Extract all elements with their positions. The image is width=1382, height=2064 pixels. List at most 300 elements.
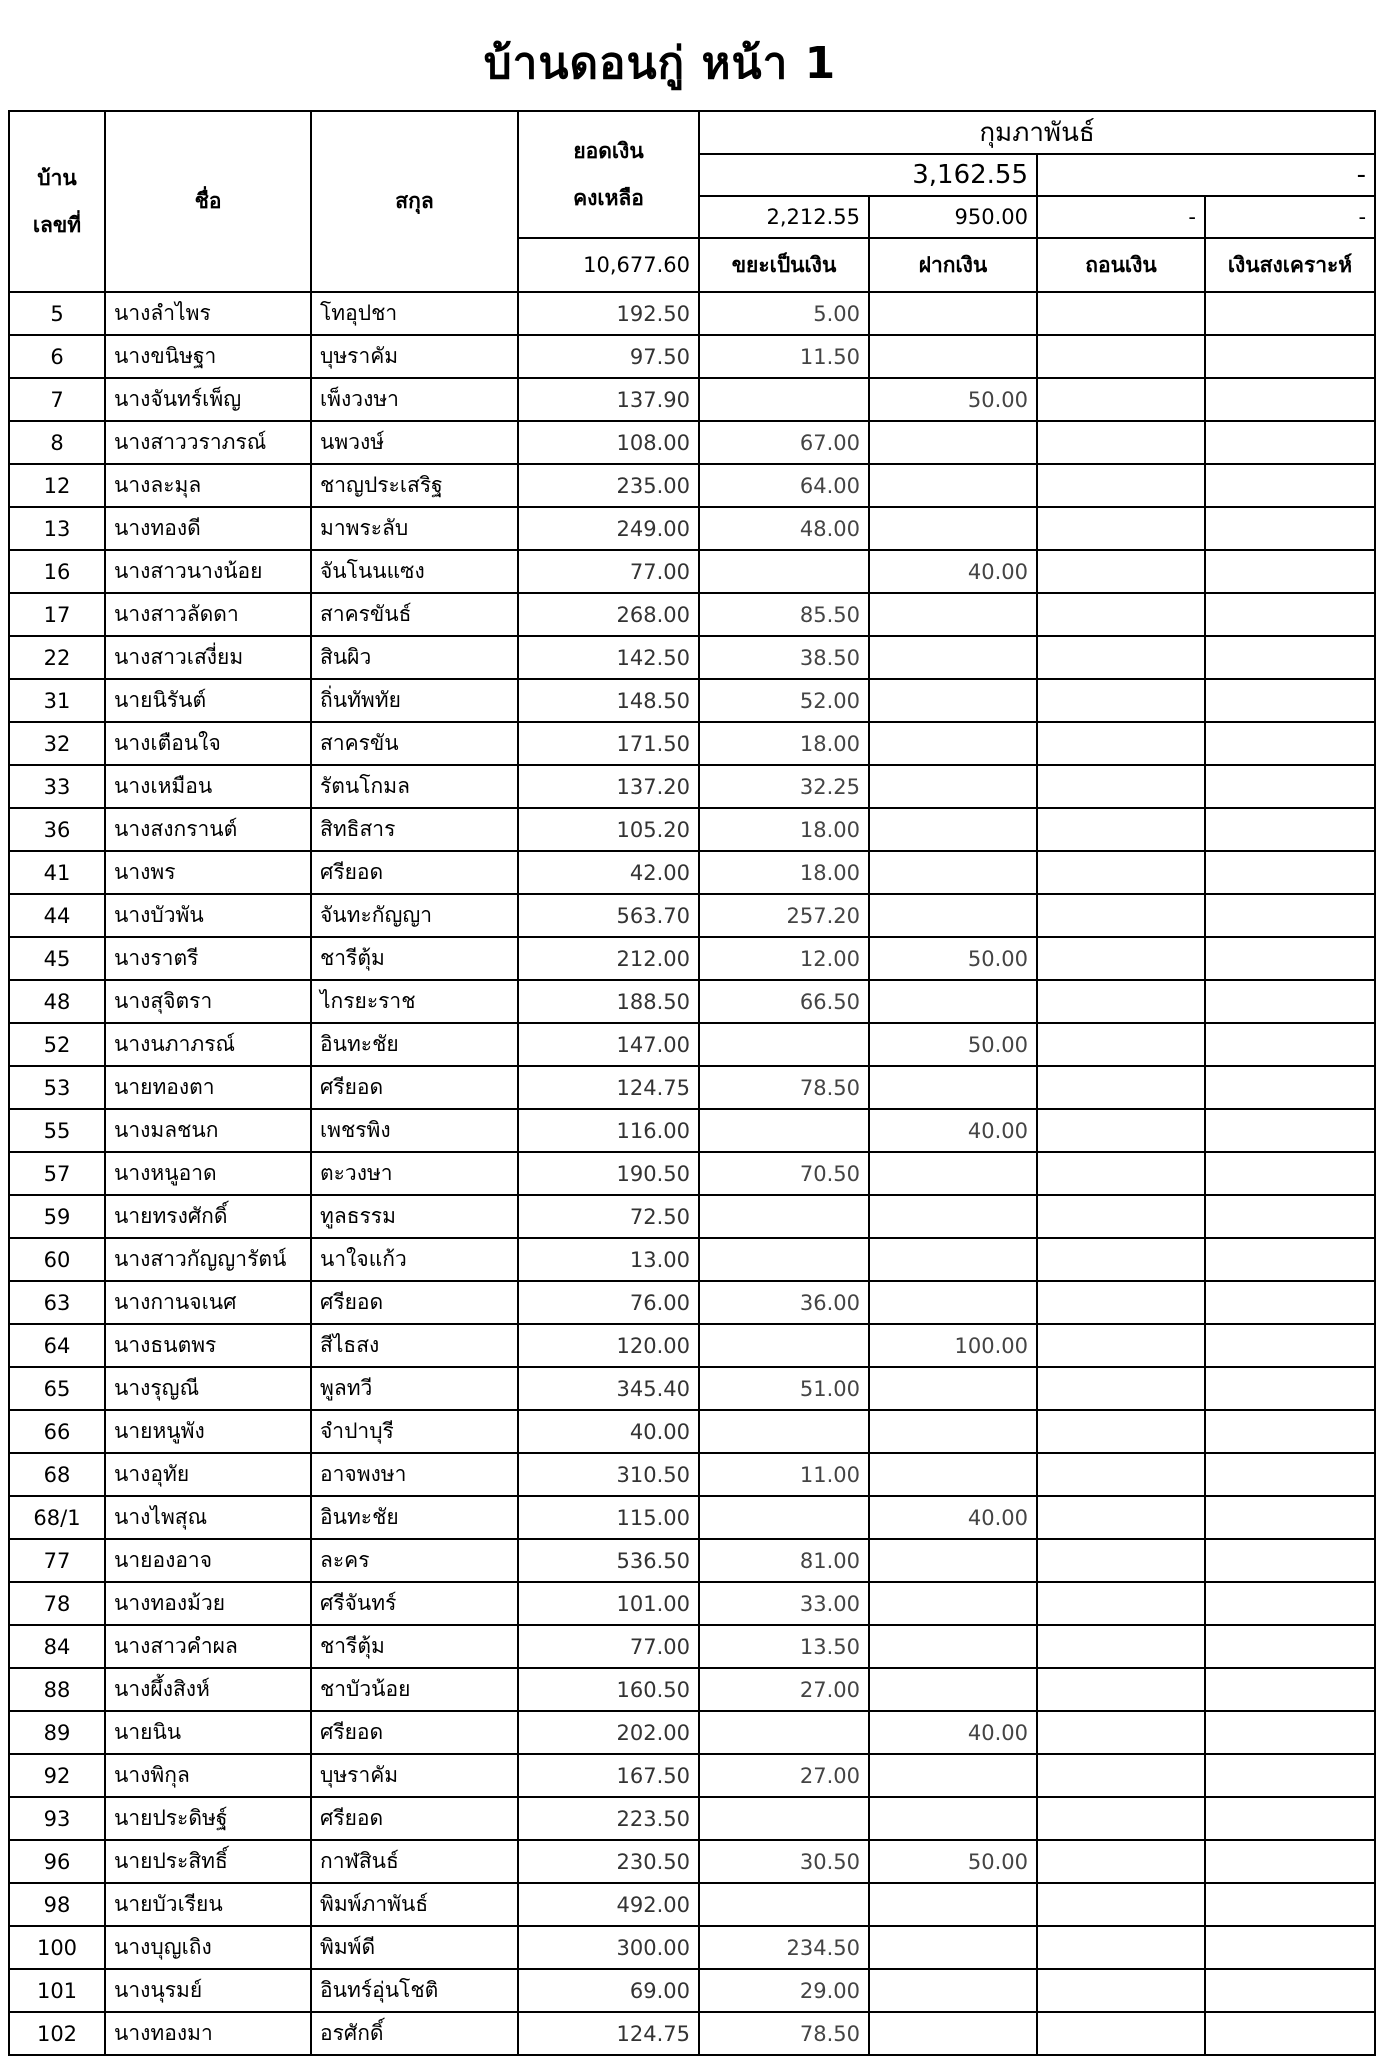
last-name-cell: เพชรพิง <box>311 1109 518 1152</box>
last-name-cell: มาพระลับ <box>311 507 518 550</box>
waste-amount-cell: 18.00 <box>699 808 869 851</box>
welfare-cell <box>1205 1238 1375 1281</box>
waste-amount-cell: 32.25 <box>699 765 869 808</box>
first-name-cell: นางพิกุล <box>105 1754 311 1797</box>
first-name-cell: นางสาวกัญญารัตน์ <box>105 1238 311 1281</box>
waste-amount-cell: 38.50 <box>699 636 869 679</box>
balance-cell: 120.00 <box>518 1324 699 1367</box>
withdraw-cell <box>1037 722 1205 765</box>
house-number-cell: 13 <box>9 507 105 550</box>
table-row <box>9 421 1375 464</box>
withdraw-cell <box>1037 1969 1205 2012</box>
welfare-cell <box>1205 808 1375 851</box>
first-name-cell: นางกานจเนศ <box>105 1281 311 1324</box>
welfare-cell <box>1205 1453 1375 1496</box>
first-name-cell: นางสุจิตรา <box>105 980 311 1023</box>
first-name-cell: นายหนูพัง <box>105 1410 311 1453</box>
table-row <box>9 1195 1375 1238</box>
withdraw-cell <box>1037 1453 1205 1496</box>
house-number-cell: 8 <box>9 421 105 464</box>
deposit-cell <box>869 2012 1037 2055</box>
last-name-cell: อินทะชัย <box>311 1023 518 1066</box>
deposit-cell <box>869 765 1037 808</box>
deposit-cell <box>869 1926 1037 1969</box>
deposit-cell <box>869 1195 1037 1238</box>
waste-amount-cell: 11.00 <box>699 1453 869 1496</box>
welfare-cell <box>1205 421 1375 464</box>
deposit-cell <box>869 1367 1037 1410</box>
balance-cell: 142.50 <box>518 636 699 679</box>
welfare-cell <box>1205 765 1375 808</box>
balance-cell: 160.50 <box>518 1668 699 1711</box>
balance-cell: 212.00 <box>518 937 699 980</box>
last-name-cell: รัตนโกมล <box>311 765 518 808</box>
table-row <box>9 1797 1375 1840</box>
table-row <box>9 894 1375 937</box>
withdraw-cell <box>1037 464 1205 507</box>
welfare-cell <box>1205 1625 1375 1668</box>
deposit-cell <box>869 894 1037 937</box>
last-name-cell: ไกรยะราช <box>311 980 518 1023</box>
welfare-cell <box>1205 1281 1375 1324</box>
withdraw-cell <box>1037 1281 1205 1324</box>
table-row <box>9 1582 1375 1625</box>
balance-cell: 105.20 <box>518 808 699 851</box>
withdraw-cell <box>1037 1625 1205 1668</box>
table-row <box>9 1324 1375 1367</box>
balance-cell: 249.00 <box>518 507 699 550</box>
header-balance-line2: คงเหลือ <box>573 185 644 210</box>
last-name-cell: โทอุปชา <box>311 292 518 335</box>
last-name-cell: ศรียอด <box>311 1797 518 1840</box>
withdraw-cell <box>1037 1668 1205 1711</box>
withdraw-cell <box>1037 679 1205 722</box>
deposit-cell <box>869 1797 1037 1840</box>
first-name-cell: นางสงกรานต์ <box>105 808 311 851</box>
table-row <box>9 1238 1375 1281</box>
waste-amount-cell <box>699 1410 869 1453</box>
last-name-cell: พิมพ์ดี <box>311 1926 518 1969</box>
balance-cell: 97.50 <box>518 335 699 378</box>
house-number-cell: 33 <box>9 765 105 808</box>
table-row <box>9 1668 1375 1711</box>
welfare-cell <box>1205 1797 1375 1840</box>
deposit-cell <box>869 679 1037 722</box>
first-name-cell: นางผึ้งสิงห์ <box>105 1668 311 1711</box>
house-number-cell: 101 <box>9 1969 105 2012</box>
welfare-cell <box>1205 1367 1375 1410</box>
house-number-cell: 59 <box>9 1195 105 1238</box>
last-name-cell: จันทะกัญญา <box>311 894 518 937</box>
header-house-number <box>9 111 105 292</box>
balance-cell: 235.00 <box>518 464 699 507</box>
waste-amount-cell: 52.00 <box>699 679 869 722</box>
balance-total: 10,677.60 <box>518 238 699 292</box>
first-name-cell: นายทองตา <box>105 1066 311 1109</box>
header-house-line2: เลขที่ <box>32 212 82 237</box>
deposit-cell <box>869 1883 1037 1926</box>
withdraw-cell <box>1037 1324 1205 1367</box>
table-row <box>9 1066 1375 1109</box>
waste-amount-cell: 30.50 <box>699 1840 869 1883</box>
first-name-cell: นางไพสุณ <box>105 1496 311 1539</box>
house-number-cell: 68/1 <box>9 1496 105 1539</box>
first-name-cell: นายบัวเรียน <box>105 1883 311 1926</box>
table-row <box>9 507 1375 550</box>
house-number-cell: 102 <box>9 2012 105 2055</box>
welfare-cell <box>1205 378 1375 421</box>
table-row <box>9 464 1375 507</box>
balance-cell: 137.90 <box>518 378 699 421</box>
withdraw-cell <box>1037 1797 1205 1840</box>
withdraw-cell <box>1037 1711 1205 1754</box>
withdraw-cell <box>1037 851 1205 894</box>
welfare-cell <box>1205 1539 1375 1582</box>
house-number-cell: 88 <box>9 1668 105 1711</box>
table-row <box>9 1883 1375 1926</box>
welfare-cell <box>1205 1195 1375 1238</box>
welfare-cell <box>1205 550 1375 593</box>
header-balance-line1: ยอดเงิน <box>573 138 644 163</box>
house-number-cell: 55 <box>9 1109 105 1152</box>
first-name-cell: นางลำไพร <box>105 292 311 335</box>
first-name-cell: นางขนิษฐา <box>105 335 311 378</box>
last-name-cell: สิทธิสาร <box>311 808 518 851</box>
last-name-cell: บุษราคัม <box>311 1754 518 1797</box>
house-number-cell: 93 <box>9 1797 105 1840</box>
last-name-cell: กาฬสินธ์ <box>311 1840 518 1883</box>
last-name-cell: จันโนนแซง <box>311 550 518 593</box>
waste-amount-cell <box>699 1496 869 1539</box>
last-name-cell: ถิ่นทัพทัย <box>311 679 518 722</box>
deposit-cell <box>869 1668 1037 1711</box>
waste-amount-cell: 18.00 <box>699 722 869 765</box>
first-name-cell: นางบุญเถิง <box>105 1926 311 1969</box>
house-number-cell: 44 <box>9 894 105 937</box>
withdraw-cell <box>1037 937 1205 980</box>
withdraw-cell <box>1037 593 1205 636</box>
welfare-cell <box>1205 1410 1375 1453</box>
balance-cell: 76.00 <box>518 1281 699 1324</box>
deposit-cell <box>869 507 1037 550</box>
welfare-cell <box>1205 1324 1375 1367</box>
header-welfare: เงินสงเคราะห์ <box>1205 238 1375 292</box>
balance-cell: 115.00 <box>518 1496 699 1539</box>
last-name-cell: บุษราคัม <box>311 335 518 378</box>
first-name-cell: นางสาวคำผล <box>105 1625 311 1668</box>
withdraw-cell <box>1037 1410 1205 1453</box>
subtotal-welfare: - <box>1205 196 1375 238</box>
balance-cell: 310.50 <box>518 1453 699 1496</box>
first-name-cell: นางทองมา <box>105 2012 311 2055</box>
welfare-cell <box>1205 1496 1375 1539</box>
house-number-cell: 17 <box>9 593 105 636</box>
waste-amount-cell: 81.00 <box>699 1539 869 1582</box>
first-name-cell: นางอุทัย <box>105 1453 311 1496</box>
withdraw-cell <box>1037 1367 1205 1410</box>
waste-amount-cell: 13.50 <box>699 1625 869 1668</box>
deposit-cell <box>869 593 1037 636</box>
last-name-cell: ละคร <box>311 1539 518 1582</box>
last-name-cell: สีไธสง <box>311 1324 518 1367</box>
welfare-cell <box>1205 937 1375 980</box>
welfare-cell <box>1205 1926 1375 1969</box>
deposit-cell: 50.00 <box>869 1840 1037 1883</box>
month-total-right: - <box>1037 154 1375 196</box>
house-number-cell: 98 <box>9 1883 105 1926</box>
balance-cell: 101.00 <box>518 1582 699 1625</box>
first-name-cell: นางสาววราภรณ์ <box>105 421 311 464</box>
waste-amount-cell: 18.00 <box>699 851 869 894</box>
table-row <box>9 1625 1375 1668</box>
welfare-cell <box>1205 1840 1375 1883</box>
balance-cell: 42.00 <box>518 851 699 894</box>
first-name-cell: นางธนตพร <box>105 1324 311 1367</box>
deposit-cell <box>869 980 1037 1023</box>
last-name-cell: ตะวงษา <box>311 1152 518 1195</box>
first-name-cell: นายประสิทธิ์ <box>105 1840 311 1883</box>
waste-amount-cell: 51.00 <box>699 1367 869 1410</box>
first-name-cell: นางบัวพัน <box>105 894 311 937</box>
withdraw-cell <box>1037 1539 1205 1582</box>
table-row <box>9 851 1375 894</box>
table-row <box>9 1754 1375 1797</box>
house-number-cell: 77 <box>9 1539 105 1582</box>
balance-cell: 147.00 <box>518 1023 699 1066</box>
table-body <box>9 292 1375 2055</box>
withdraw-cell <box>1037 378 1205 421</box>
header-month: กุมภาพันธ์ <box>699 111 1375 154</box>
welfare-cell <box>1205 894 1375 937</box>
last-name-cell: อาจพงษา <box>311 1453 518 1496</box>
last-name-cell: ชารีตุ้ม <box>311 1625 518 1668</box>
table-row <box>9 1023 1375 1066</box>
waste-amount-cell: 85.50 <box>699 593 869 636</box>
header-balance <box>518 111 699 238</box>
first-name-cell: นางทองม้วย <box>105 1582 311 1625</box>
waste-amount-cell: 27.00 <box>699 1668 869 1711</box>
table-row <box>9 636 1375 679</box>
last-name-cell: ทูลธรรม <box>311 1195 518 1238</box>
waste-amount-cell <box>699 1238 869 1281</box>
withdraw-cell <box>1037 1496 1205 1539</box>
last-name-cell: ชารีตุ้ม <box>311 937 518 980</box>
welfare-cell <box>1205 1883 1375 1926</box>
waste-amount-cell: 64.00 <box>699 464 869 507</box>
deposit-cell <box>869 851 1037 894</box>
first-name-cell: นางสาวนางน้อย <box>105 550 311 593</box>
withdraw-cell <box>1037 1883 1205 1926</box>
balance-cell: 188.50 <box>518 980 699 1023</box>
balance-cell: 563.70 <box>518 894 699 937</box>
table-row <box>9 1109 1375 1152</box>
withdraw-cell <box>1037 335 1205 378</box>
welfare-cell <box>1205 593 1375 636</box>
waste-amount-cell <box>699 1195 869 1238</box>
welfare-cell <box>1205 1754 1375 1797</box>
withdraw-cell <box>1037 1754 1205 1797</box>
table-row <box>9 593 1375 636</box>
house-number-cell: 52 <box>9 1023 105 1066</box>
deposit-cell: 50.00 <box>869 937 1037 980</box>
page-title: บ้านดอนกู่ หน้า 1 <box>483 38 837 89</box>
house-number-cell: 12 <box>9 464 105 507</box>
welfare-cell <box>1205 980 1375 1023</box>
waste-amount-cell <box>699 550 869 593</box>
deposit-cell: 40.00 <box>869 1711 1037 1754</box>
table-row <box>9 679 1375 722</box>
table-row <box>9 1926 1375 1969</box>
waste-amount-cell <box>699 378 869 421</box>
house-number-cell: 65 <box>9 1367 105 1410</box>
savings-ledger-table <box>8 110 1376 2056</box>
welfare-cell <box>1205 679 1375 722</box>
welfare-cell <box>1205 636 1375 679</box>
deposit-cell <box>869 722 1037 765</box>
last-name-cell: พิมพ์ภาพันธ์ <box>311 1883 518 1926</box>
welfare-cell <box>1205 1066 1375 1109</box>
last-name-cell: สาครขันธ์ <box>311 593 518 636</box>
waste-amount-cell <box>699 1324 869 1367</box>
house-number-cell: 92 <box>9 1754 105 1797</box>
table-header <box>9 111 1375 292</box>
balance-cell: 300.00 <box>518 1926 699 1969</box>
first-name-cell: นางพร <box>105 851 311 894</box>
first-name-cell: นางหนูอาด <box>105 1152 311 1195</box>
table-row <box>9 1281 1375 1324</box>
house-number-cell: 100 <box>9 1926 105 1969</box>
welfare-cell <box>1205 2012 1375 2055</box>
table-row <box>9 1496 1375 1539</box>
last-name-cell: นาใจแก้ว <box>311 1238 518 1281</box>
first-name-cell: นางทองดี <box>105 507 311 550</box>
deposit-cell: 50.00 <box>869 378 1037 421</box>
deposit-cell <box>869 1152 1037 1195</box>
last-name-cell: ชาญประเสริฐ <box>311 464 518 507</box>
deposit-cell: 50.00 <box>869 1023 1037 1066</box>
welfare-cell <box>1205 851 1375 894</box>
deposit-cell: 40.00 <box>869 1496 1037 1539</box>
table-row <box>9 722 1375 765</box>
withdraw-cell <box>1037 292 1205 335</box>
balance-cell: 72.50 <box>518 1195 699 1238</box>
last-name-cell: ศรียอด <box>311 1711 518 1754</box>
waste-amount-cell: 78.50 <box>699 2012 869 2055</box>
waste-amount-cell: 33.00 <box>699 1582 869 1625</box>
balance-cell: 202.00 <box>518 1711 699 1754</box>
withdraw-cell <box>1037 1109 1205 1152</box>
house-number-cell: 66 <box>9 1410 105 1453</box>
table-row <box>9 2012 1375 2055</box>
first-name-cell: นางราตรี <box>105 937 311 980</box>
first-name-cell: นายนิน <box>105 1711 311 1754</box>
first-name-cell: นางเตือนใจ <box>105 722 311 765</box>
month-total-left: 3,162.55 <box>699 154 1037 196</box>
waste-amount-cell: 12.00 <box>699 937 869 980</box>
waste-amount-cell: 66.50 <box>699 980 869 1023</box>
house-number-cell: 84 <box>9 1625 105 1668</box>
balance-cell: 116.00 <box>518 1109 699 1152</box>
welfare-cell <box>1205 507 1375 550</box>
withdraw-cell <box>1037 1840 1205 1883</box>
balance-cell: 108.00 <box>518 421 699 464</box>
table-row <box>9 1367 1375 1410</box>
last-name-cell: จำปาบุรี <box>311 1410 518 1453</box>
house-number-cell: 48 <box>9 980 105 1023</box>
deposit-cell <box>869 1453 1037 1496</box>
house-number-cell: 32 <box>9 722 105 765</box>
header-waste: ขยะเป็นเงิน <box>699 238 869 292</box>
deposit-cell <box>869 1754 1037 1797</box>
deposit-cell <box>869 1281 1037 1324</box>
table-row <box>9 808 1375 851</box>
deposit-cell <box>869 464 1037 507</box>
house-number-cell: 57 <box>9 1152 105 1195</box>
first-name-cell: นางจันทร์เพ็ญ <box>105 378 311 421</box>
deposit-cell: 100.00 <box>869 1324 1037 1367</box>
last-name-cell: ศรีจันทร์ <box>311 1582 518 1625</box>
header-withdraw: ถอนเงิน <box>1037 238 1205 292</box>
table-row <box>9 1969 1375 2012</box>
withdraw-cell <box>1037 421 1205 464</box>
deposit-cell <box>869 421 1037 464</box>
withdraw-cell <box>1037 808 1205 851</box>
table-row <box>9 335 1375 378</box>
table-row <box>9 1410 1375 1453</box>
balance-cell: 137.20 <box>518 765 699 808</box>
waste-amount-cell: 29.00 <box>699 1969 869 2012</box>
balance-cell: 77.00 <box>518 1625 699 1668</box>
last-name-cell: อินทะชัย <box>311 1496 518 1539</box>
house-number-cell: 64 <box>9 1324 105 1367</box>
withdraw-cell <box>1037 1926 1205 1969</box>
withdraw-cell <box>1037 894 1205 937</box>
table-row <box>9 1539 1375 1582</box>
welfare-cell <box>1205 1152 1375 1195</box>
table-row <box>9 937 1375 980</box>
header-last-name: สกุล <box>311 111 518 292</box>
waste-amount-cell: 67.00 <box>699 421 869 464</box>
balance-cell: 492.00 <box>518 1883 699 1926</box>
withdraw-cell <box>1037 1066 1205 1109</box>
deposit-cell: 40.00 <box>869 1109 1037 1152</box>
balance-cell: 345.40 <box>518 1367 699 1410</box>
table-row <box>9 1152 1375 1195</box>
deposit-cell <box>869 808 1037 851</box>
welfare-cell <box>1205 1668 1375 1711</box>
header-house-line1: บ้าน <box>37 165 77 190</box>
house-number-cell: 60 <box>9 1238 105 1281</box>
first-name-cell: นายนิรันต์ <box>105 679 311 722</box>
welfare-cell <box>1205 722 1375 765</box>
balance-cell: 148.50 <box>518 679 699 722</box>
balance-cell: 171.50 <box>518 722 699 765</box>
house-number-cell: 89 <box>9 1711 105 1754</box>
withdraw-cell <box>1037 636 1205 679</box>
first-name-cell: นางสาวเสงี่ยม <box>105 636 311 679</box>
welfare-cell <box>1205 1969 1375 2012</box>
subtotal-deposit: 950.00 <box>869 196 1037 238</box>
balance-cell: 230.50 <box>518 1840 699 1883</box>
balance-cell: 536.50 <box>518 1539 699 1582</box>
waste-amount-cell: 27.00 <box>699 1754 869 1797</box>
house-number-cell: 78 <box>9 1582 105 1625</box>
last-name-cell: ชาบัวน้อย <box>311 1668 518 1711</box>
waste-amount-cell: 11.50 <box>699 335 869 378</box>
withdraw-cell <box>1037 1582 1205 1625</box>
last-name-cell: เพ็งวงษา <box>311 378 518 421</box>
first-name-cell: นางสาวลัดดา <box>105 593 311 636</box>
